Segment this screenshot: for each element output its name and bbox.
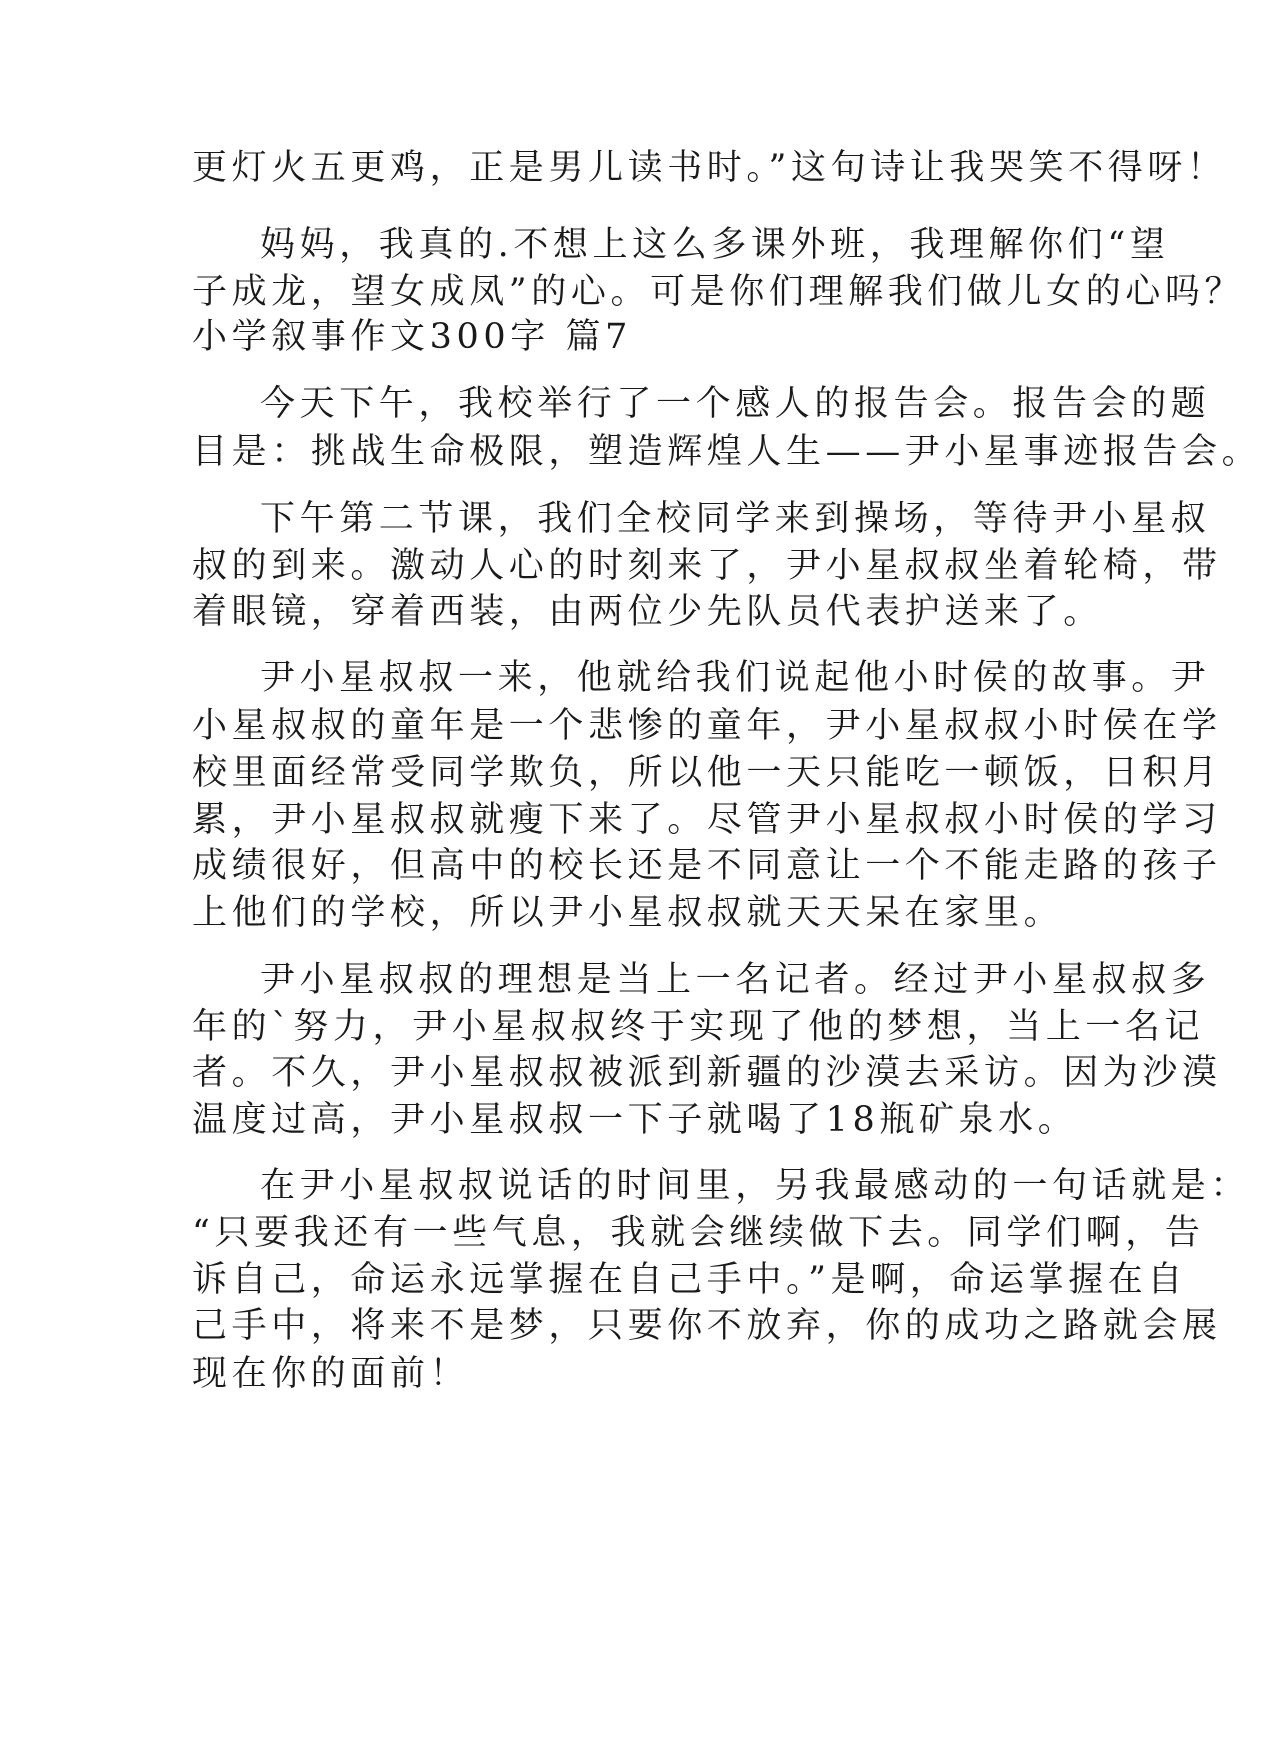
paragraph-start: 尹小星叔叔一来，他就给我们说起他小时侯的故事。尹 <box>260 658 1211 698</box>
text-line: 温度过高，尹小星叔叔一下子就喝了18瓶矿泉水。 <box>192 1100 1078 1140</box>
paragraph-start: 妈妈，我真的.不想上这么多课外班，我理解你们“望 <box>260 225 1170 265</box>
text-line: 累，尹小星叔叔就瘦下来了。尽管尹小星叔叔小时侯的学习 <box>192 800 1222 840</box>
text-line: 校里面经常受同学欺负，所以他一天只能吃一顿饭，日积月 <box>192 753 1222 793</box>
text-line: “只要我还有一些气息，我就会继续做下去。同学们啊，告 <box>192 1213 1205 1253</box>
text-line: 着眼镜，穿着西装，由两位少先队员代表护送来了。 <box>192 592 1103 632</box>
section-heading: 小学叙事作文300字 篇7 <box>192 317 632 357</box>
paragraph-start: 今天下午，我校举行了一个感人的报告会。报告会的题 <box>260 384 1211 424</box>
text-line: 者。不久，尹小星叔叔被派到新疆的沙漠去采访。因为沙漠 <box>192 1053 1222 1093</box>
paragraph-start: 在尹小星叔叔说话的时间里，另我最感动的一句话就是： <box>260 1166 1251 1206</box>
text-line: 目是：挑战生命极限，塑造辉煌人生——尹小星事迹报告会。 <box>192 432 1261 472</box>
text-line: 上他们的学校，所以尹小星叔叔就天天呆在家里。 <box>192 893 1064 933</box>
text-line: 子成龙，望女成凤”的心。可是你们理解我们做儿女的心吗？ <box>192 272 1245 312</box>
text-line: 小星叔叔的童年是一个悲惨的童年，尹小星叔叔小时侯在学 <box>192 706 1222 746</box>
text-line: 现在你的面前！ <box>192 1354 470 1394</box>
text-line: 己手中，将来不是梦，只要你不放弃，你的成功之路就会展 <box>192 1306 1222 1346</box>
text-line: 年的`努力，尹小星叔叔终于实现了他的梦想，当上一名记 <box>192 1007 1205 1047</box>
text-line: 成绩很好，但高中的校长还是不同意让一个不能走路的孩子 <box>192 846 1222 886</box>
text-line: 诉自己，命运永远掌握在自己手中。”是啊，命运掌握在自 <box>192 1260 1187 1300</box>
text-line: 叔的到来。激动人心的时刻来了，尹小星叔叔坐着轮椅，带 <box>192 546 1222 586</box>
paragraph-start: 下午第二节课，我们全校同学来到操场，等待尹小星叔 <box>260 499 1211 539</box>
text-line: 更灯火五更鸡，正是男儿读书时。”这句诗让我哭笑不得呀！ <box>192 148 1227 188</box>
paragraph-start: 尹小星叔叔的理想是当上一名记者。经过尹小星叔叔多 <box>260 960 1211 1000</box>
